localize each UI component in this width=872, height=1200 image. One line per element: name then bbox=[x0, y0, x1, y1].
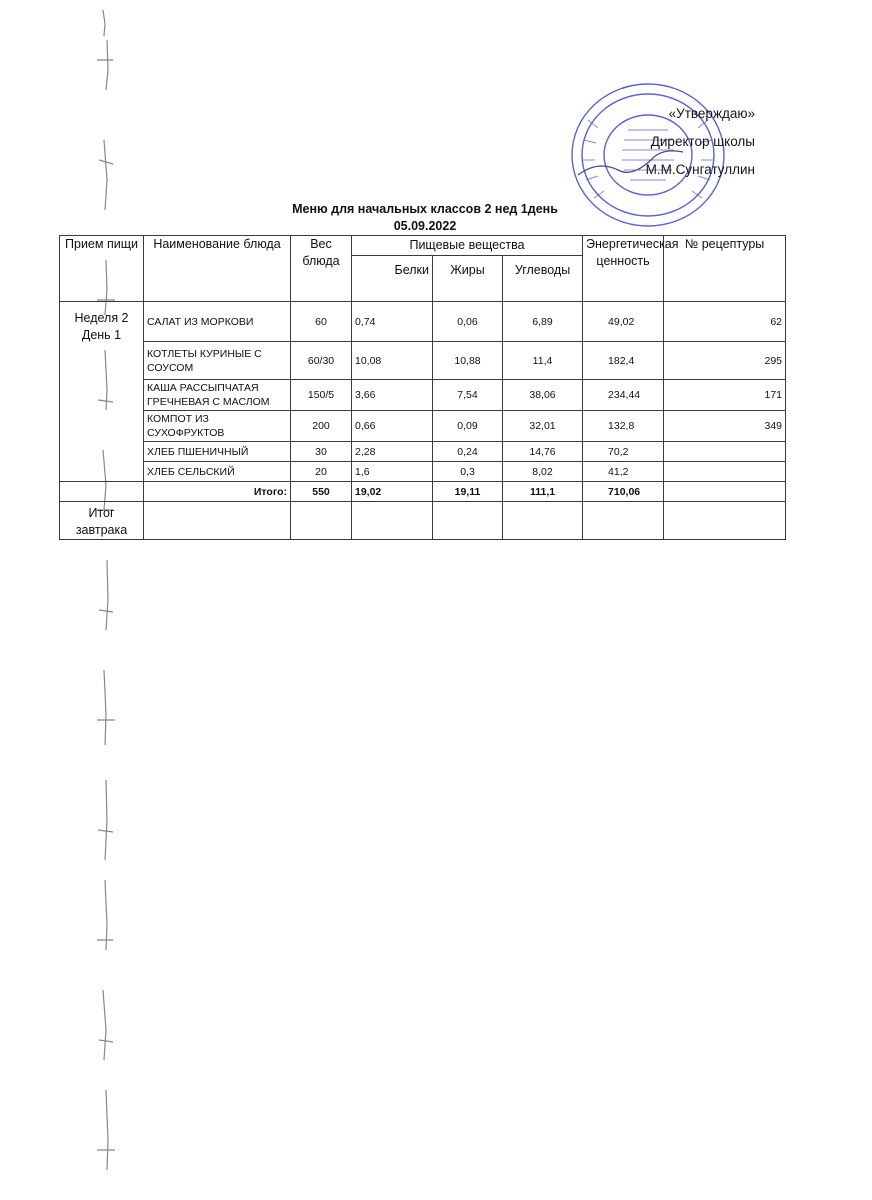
dish-energy: 182,4 bbox=[583, 342, 664, 380]
empty-cell bbox=[583, 502, 664, 540]
table-row bbox=[60, 442, 786, 462]
dish-fat: 0,09 bbox=[433, 411, 503, 442]
menu-title-text: Меню для начальных классов 2 нед 1день bbox=[292, 202, 558, 216]
dish-carbs: 8,02 bbox=[503, 462, 583, 482]
dish-fat: 10,88 bbox=[433, 342, 503, 380]
dish-carbs: 32,01 bbox=[503, 411, 583, 442]
table-row bbox=[60, 302, 786, 342]
approval-position: Директор школы bbox=[650, 134, 755, 149]
breakfast-total-row bbox=[60, 502, 786, 540]
table-row bbox=[60, 380, 786, 411]
scan-edge-marks bbox=[85, 0, 135, 1200]
dish-weight: 60/30 bbox=[291, 342, 352, 380]
total-label: Итого: bbox=[144, 482, 291, 502]
dish-name: ХЛЕБ СЕЛЬСКИЙ bbox=[144, 462, 291, 482]
dish-name: КОМПОТ ИЗ СУХОФРУКТОВ bbox=[144, 411, 291, 442]
col-protein-header: Белки bbox=[352, 256, 433, 302]
dish-name: ХЛЕБ ПШЕНИЧНЫЙ bbox=[144, 442, 291, 462]
total-row bbox=[60, 482, 786, 502]
dish-protein: 2,28 bbox=[352, 442, 433, 462]
dish-protein: 0,74 bbox=[352, 302, 433, 342]
dish-protein: 10,08 bbox=[352, 342, 433, 380]
table-row bbox=[60, 462, 786, 482]
dish-fat: 7,54 bbox=[433, 380, 503, 411]
breakfast-total-label: Итог завтрака bbox=[60, 502, 144, 540]
dish-weight: 200 bbox=[291, 411, 352, 442]
empty-cell bbox=[664, 502, 786, 540]
dish-recipe: 62 bbox=[664, 302, 786, 342]
dish-carbs: 11,4 bbox=[503, 342, 583, 380]
dish-protein: 1,6 bbox=[352, 462, 433, 482]
empty-cell bbox=[433, 502, 503, 540]
table-row bbox=[60, 411, 786, 442]
dish-carbs: 6,89 bbox=[503, 302, 583, 342]
col-meal-header: Прием пищи bbox=[60, 236, 144, 302]
dish-name: САЛАТ ИЗ МОРКОВИ bbox=[144, 302, 291, 342]
dish-energy: 132,8 bbox=[583, 411, 664, 442]
approval-block bbox=[600, 100, 755, 184]
total-empty-cell bbox=[60, 482, 144, 502]
menu-table bbox=[59, 235, 786, 540]
dish-carbs: 14,76 bbox=[503, 442, 583, 462]
dish-name: КОТЛЕТЫ КУРИНЫЕ С СОУСОМ bbox=[144, 342, 291, 380]
table-row bbox=[60, 342, 786, 380]
dish-energy: 41,2 bbox=[583, 462, 664, 482]
empty-cell bbox=[503, 502, 583, 540]
dish-energy: 70,2 bbox=[583, 442, 664, 462]
period-label: Неделя 2 День 1 bbox=[60, 302, 144, 482]
menu-date: 05.09.2022 bbox=[393, 219, 457, 233]
dish-recipe bbox=[664, 442, 786, 462]
dish-energy: 234,44 bbox=[583, 380, 664, 411]
total-recipe-cell bbox=[664, 482, 786, 502]
dish-weight: 60 bbox=[291, 302, 352, 342]
dish-weight: 20 bbox=[291, 462, 352, 482]
total-energy: 710,06 bbox=[583, 482, 664, 502]
dish-fat: 0,24 bbox=[433, 442, 503, 462]
total-carbs: 111,1 bbox=[503, 482, 583, 502]
dish-energy: 49,02 bbox=[583, 302, 664, 342]
col-carbs-header: Углеводы bbox=[503, 256, 583, 302]
col-nutrients-header: Пищевые вещества bbox=[352, 236, 583, 256]
col-weight-header: Вес блюда bbox=[291, 236, 352, 302]
dish-recipe: 295 bbox=[664, 342, 786, 380]
dish-protein: 0,66 bbox=[352, 411, 433, 442]
col-recipe-header: № рецептуры bbox=[664, 236, 786, 302]
total-protein: 19,02 bbox=[352, 482, 433, 502]
dish-carbs: 38,06 bbox=[503, 380, 583, 411]
header-row bbox=[60, 236, 786, 256]
dish-fat: 0,3 bbox=[433, 462, 503, 482]
approval-signer: М.М.Сунгатуллин bbox=[645, 162, 755, 177]
col-dish-header: Наименование блюда bbox=[144, 236, 291, 302]
dish-name: КАША РАССЫПЧАТАЯ ГРЕЧНЕВАЯ С МАСЛОМ bbox=[144, 380, 291, 411]
total-fat: 19,11 bbox=[433, 482, 503, 502]
empty-cell bbox=[144, 502, 291, 540]
dish-weight: 30 bbox=[291, 442, 352, 462]
col-fat-header: Жиры bbox=[433, 256, 503, 302]
approval-heading: «Утверждаю» bbox=[668, 106, 755, 121]
col-energy-header: Энергетическая ценность bbox=[583, 236, 664, 302]
dish-recipe: 349 bbox=[664, 411, 786, 442]
dish-recipe: 171 bbox=[664, 380, 786, 411]
menu-title bbox=[240, 201, 610, 235]
empty-cell bbox=[291, 502, 352, 540]
dish-weight: 150/5 bbox=[291, 380, 352, 411]
dish-protein: 3,66 bbox=[352, 380, 433, 411]
empty-cell bbox=[352, 502, 433, 540]
total-weight: 550 bbox=[291, 482, 352, 502]
dish-recipe bbox=[664, 462, 786, 482]
dish-fat: 0,06 bbox=[433, 302, 503, 342]
